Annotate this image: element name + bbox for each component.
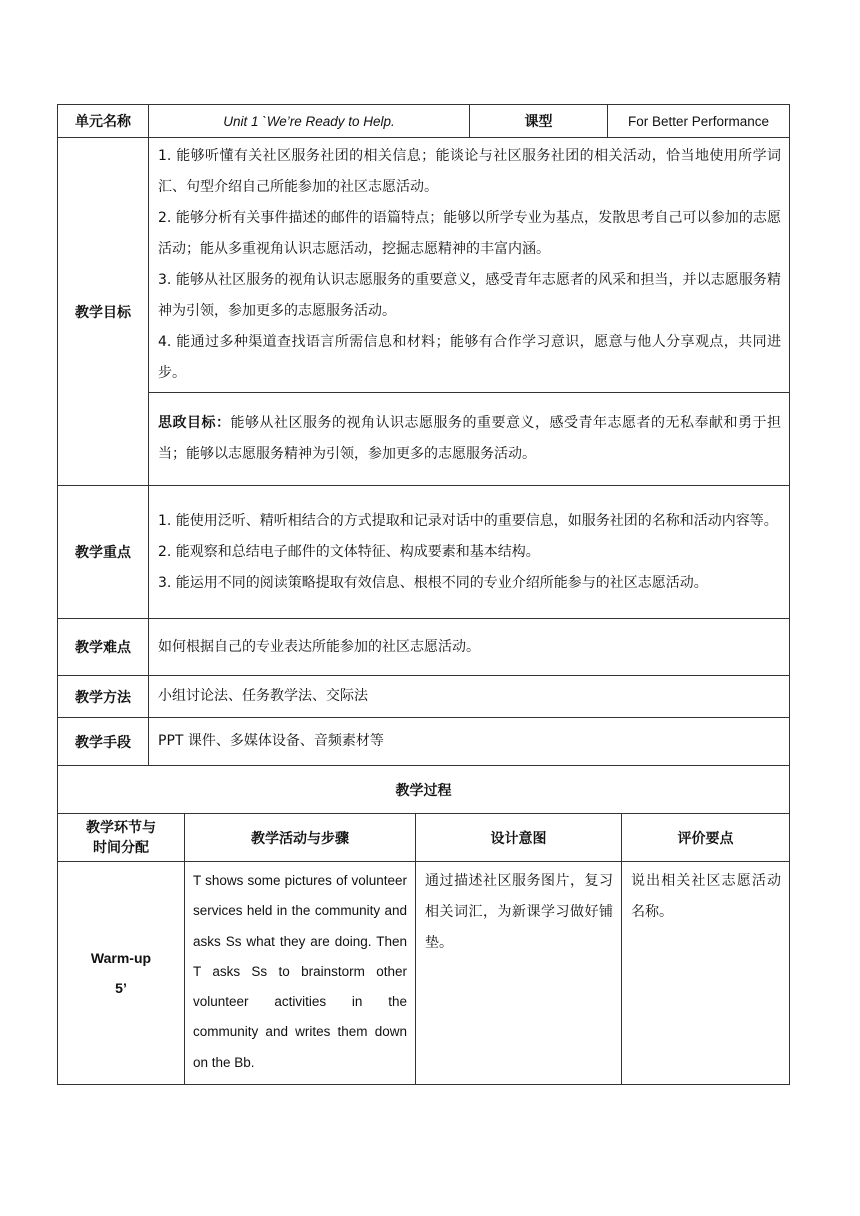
methods-label: 教学方法 [58,676,149,718]
difficulty-text: 如何根据自己的专业表达所能参加的社区志愿活动。 [149,619,790,676]
stage-cell [58,862,185,1085]
objectives-row [58,138,790,393]
lesson-plan [57,104,789,1085]
methods-row [58,676,790,718]
difficulty-row [58,619,790,676]
ideology-text: 能够从社区服务的视角认识志愿服务的重要意义，感受青年志愿者的无私奉献和勇于担当；能够以志愿服务精神为引领，参加更多的志愿服务活动。 [158,415,781,462]
process-header-row [58,814,790,862]
objectives-label: 教学目标 [58,138,149,486]
key-point-item: 1. 能使用泛听、精听相结合的方式提取和记录对话中的重要信息，如服务社团的名称和活动内容等。 [158,512,778,529]
evaluation-cell: 说出相关社区志愿活动名称。 [622,862,790,1085]
objectives-list [149,138,790,393]
process-title-row [58,766,790,814]
col-stage-header: 教学环节与 时间分配 [58,814,185,862]
objective-item: 1. 能够听懂有关社区服务社团的相关信息；能谈论与社区服务社团的相关活动，恰当地使用所学词汇、句型介绍自己所能参加的社区志愿活动。 [158,148,781,195]
col-activity-header: 教学活动与步骤 [185,814,416,862]
key-points-label: 教学重点 [58,486,149,619]
ideology-row [58,393,790,486]
col-evaluation-header: 评价要点 [622,814,790,862]
unit-row [58,105,790,138]
intent-cell: 通过描述社区服务图片，复习相关词汇，为新课学习做好铺垫。 [416,862,622,1085]
key-point-item: 3. 能运用不同的阅读策略提取有效信息、根根不同的专业介绍所能参与的社区志愿活动。 [158,574,708,591]
methods-text: 小组讨论法、任务教学法、交际法 [149,676,790,718]
unit-value: Unit 1 `We’re Ready to Help. [149,105,470,138]
objective-item: 3. 能够从社区服务的视角认识志愿服务的重要意义，感受青年志愿者的风采和担当，并以志愿服务精神为引领，参加更多的志愿服务活动。 [158,272,781,319]
process-table [57,765,790,1085]
activity-cell: T shows some pictures of volunteer services held in the community and asks Ss what they are doing. Then T asks Ss to brainstorm other volunteer activities in the community and writes them down on the Bb. [185,862,416,1085]
process-title: 教学过程 [58,766,790,814]
stage-time: 5’ [115,980,127,996]
info-table [57,104,790,766]
ideology-label: 思政目标： [158,415,231,431]
ideology-goal [149,393,790,486]
key-points-list [149,486,790,619]
objective-item: 4. 能通过多种渠道查找语言所需信息和材料；能够有合作学习意识，愿意与他人分享观点，共同进步。 [158,334,781,381]
means-text: PPT 课件、多媒体设备、音频素材等 [149,718,790,766]
means-label: 教学手段 [58,718,149,766]
unit-label: 单元名称 [58,105,149,138]
type-value: For Better Performance [608,105,790,138]
key-points-row [58,486,790,619]
stage-name: Warm-up [90,950,152,966]
objective-item: 2. 能够分析有关事件描述的邮件的语篇特点；能够以所学专业为基点，发散思考自己可以参加的志愿活动；能从多重视角认识志愿活动，挖掘志愿精神的丰富内涵。 [158,210,781,257]
difficulty-label: 教学难点 [58,619,149,676]
type-label: 课型 [470,105,608,138]
col-intent-header: 设计意图 [416,814,622,862]
key-point-item: 2. 能观察和总结电子邮件的文体特征、构成要素和基本结构。 [158,543,540,560]
means-row [58,718,790,766]
process-row [58,862,790,1085]
